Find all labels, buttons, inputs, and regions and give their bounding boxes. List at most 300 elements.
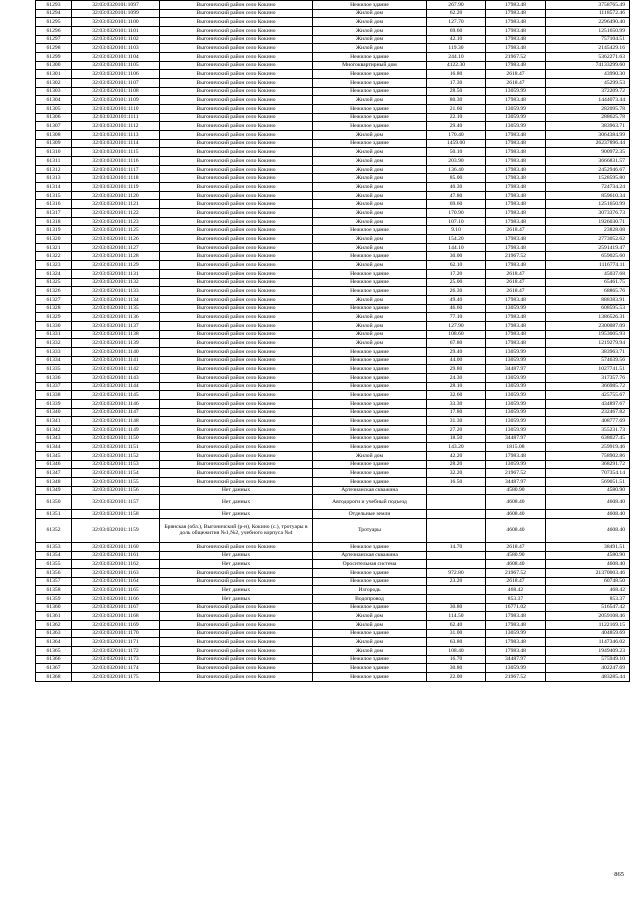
- cell-row-number: 61322: [36, 252, 72, 261]
- cell-cadastral-value: 757104.51: [546, 35, 630, 44]
- cell-area: [427, 551, 486, 560]
- cell-area: [427, 586, 486, 595]
- table-row: [36, 321, 630, 330]
- cell-unit-value: 17983.48: [486, 27, 546, 36]
- cell-object-type: Нежилое здание: [313, 252, 427, 261]
- cell-area: 77.10: [427, 313, 486, 322]
- cell-address: Выгоничский район село Кокино: [160, 200, 313, 209]
- cell-row-number: 61368: [36, 673, 72, 682]
- cell-cadastral-value: 1118572.46: [546, 9, 630, 18]
- cell-area: 30.80: [427, 603, 486, 612]
- table-row: [36, 87, 630, 96]
- cell-cadastral-value: 4608.40: [546, 518, 630, 542]
- cell-unit-value: 4608.40: [486, 495, 546, 510]
- cell-area: 22.00: [427, 673, 486, 682]
- cell-area: 44.00: [427, 356, 486, 365]
- table-row: [36, 9, 630, 18]
- table-row: [36, 165, 630, 174]
- cell-cadastral-number: 32:03:0320101:1121: [72, 200, 160, 209]
- cell-address: Выгоничский район село Кокино: [160, 638, 313, 647]
- cell-address: Выгоничский район село Кокино: [160, 577, 313, 586]
- table-row: [36, 647, 630, 656]
- cell-object-type: Нежилое здание: [313, 603, 427, 612]
- cell-area: 31.30: [427, 417, 486, 426]
- cell-object-type: Нежилое здание: [313, 673, 427, 682]
- cell-object-type: Нежилое здание: [313, 577, 427, 586]
- cell-cadastral-number: 32:03:0320101:1137: [72, 321, 160, 330]
- cell-cadastral-value: 408777.69: [546, 417, 630, 426]
- table-row: [36, 542, 630, 551]
- cell-cadastral-number: 32:03:0320101:1116: [72, 157, 160, 166]
- table-row: [36, 243, 630, 252]
- cell-object-type: Жилой дом: [313, 621, 427, 630]
- cell-unit-value: 13059.99: [486, 347, 546, 356]
- cell-object-type: Жилой дом: [313, 191, 427, 200]
- cell-unit-value: 4608.40: [486, 518, 546, 542]
- cell-cadastral-value: 516547.42: [546, 603, 630, 612]
- cell-cadastral-number: 32:03:0320101:1115: [72, 148, 160, 157]
- cell-area: 23.20: [427, 577, 486, 586]
- cell-unit-value: 17983.48: [486, 243, 546, 252]
- cell-cadastral-number: 32:03:0320101:1099: [72, 9, 160, 18]
- cell-unit-value: 21967.52: [486, 469, 546, 478]
- cell-cadastral-number: 32:03:0320101:1128: [72, 252, 160, 261]
- cell-unit-value: 13059.99: [486, 304, 546, 313]
- cell-cadastral-value: 4608.40: [546, 510, 630, 519]
- cell-unit-value: 13059.99: [486, 87, 546, 96]
- cell-row-number: 61295: [36, 18, 72, 27]
- cell-address: Выгоничский район село Кокино: [160, 417, 313, 426]
- cell-address: Нет данных: [160, 560, 313, 569]
- cell-cadastral-value: 3758765.49: [546, 1, 630, 10]
- cell-cadastral-number: 32:03:0320101:1140: [72, 347, 160, 356]
- cell-area: 127.70: [427, 18, 486, 27]
- cell-cadastral-number: 32:03:0320101:1133: [72, 287, 160, 296]
- cell-unit-value: 17983.48: [486, 148, 546, 157]
- cell-unit-value: 2618.47: [486, 226, 546, 235]
- cell-row-number: 61337: [36, 382, 72, 391]
- cell-row-number: 61315: [36, 191, 72, 200]
- cell-cadastral-number: 32:03:0320101:1159: [72, 518, 160, 542]
- cell-area: 49.40: [427, 295, 486, 304]
- cell-object-type: Жилой дом: [313, 200, 427, 209]
- cell-row-number: 61357: [36, 577, 72, 586]
- cell-cadastral-value: 366985.72: [546, 382, 630, 391]
- cell-cadastral-value: 232467.82: [546, 408, 630, 417]
- cell-unit-value: 17983.48: [486, 321, 546, 330]
- cell-cadastral-number: 32:03:0320101:1126: [72, 235, 160, 244]
- cell-address: Выгоничский район село Кокино: [160, 113, 313, 122]
- cell-unit-value: 13059.99: [486, 417, 546, 426]
- cell-cadastral-value: 4608.40: [546, 495, 630, 510]
- cell-cadastral-value: 2059108.46: [546, 612, 630, 621]
- table-row: [36, 278, 630, 287]
- cell-object-type: Жилой дом: [313, 35, 427, 44]
- cell-unit-value: 17983.48: [486, 451, 546, 460]
- cell-object-type: Нежилое здание: [313, 113, 427, 122]
- cell-area: 33.30: [427, 399, 486, 408]
- cell-area: 119.30: [427, 44, 486, 53]
- cell-row-number: 61297: [36, 35, 72, 44]
- cell-cadastral-value: 468.42: [546, 586, 630, 595]
- cell-cadastral-value: 65461.75: [546, 278, 630, 287]
- table-row: [36, 586, 630, 595]
- cell-area: 170.40: [427, 131, 486, 140]
- cell-cadastral-number: 32:03:0320101:1110: [72, 105, 160, 114]
- cell-cadastral-number: 32:03:0320101:1154: [72, 469, 160, 478]
- cell-object-type: Нежилое здание: [313, 425, 427, 434]
- cell-cadastral-value: 900972.35: [546, 148, 630, 157]
- cell-address: Выгоничский район село Кокино: [160, 139, 313, 148]
- cell-cadastral-number: 32:03:0320101:1108: [72, 87, 160, 96]
- cell-area: 136.40: [427, 165, 486, 174]
- table-row: [36, 577, 630, 586]
- table-row: [36, 200, 630, 209]
- cell-address: Выгоничский район село Кокино: [160, 226, 313, 235]
- cell-unit-value: 2618.47: [486, 79, 546, 88]
- cell-object-type: Нежилое здание: [313, 304, 427, 313]
- cell-cadastral-number: 32:03:0320101:1117: [72, 165, 160, 174]
- cell-row-number: 61310: [36, 148, 72, 157]
- cell-address: Выгоничский район село Кокино: [160, 321, 313, 330]
- cell-unit-value: 13059.99: [486, 664, 546, 673]
- table-row: [36, 434, 630, 443]
- cell-cadastral-number: 32:03:0320101:1101: [72, 27, 160, 36]
- cell-object-type: Жилой дом: [313, 44, 427, 53]
- cell-cadastral-value: 26237896.44: [546, 139, 630, 148]
- cell-object-type: Жилой дом: [313, 313, 427, 322]
- cell-unit-value: 34487.97: [486, 365, 546, 374]
- cell-row-number: 61339: [36, 399, 72, 408]
- cell-address: Выгоничский район село Кокино: [160, 70, 313, 79]
- table-row: [36, 157, 630, 166]
- cell-area: 31.00: [427, 629, 486, 638]
- table-row: [36, 518, 630, 542]
- cell-cadastral-number: 32:03:0320101:1125: [72, 226, 160, 235]
- cell-area: 17.30: [427, 79, 486, 88]
- cell-cadastral-number: 32:03:0320101:1170: [72, 629, 160, 638]
- cell-area: 62.40: [427, 621, 486, 630]
- cell-cadastral-value: 402247.69: [546, 664, 630, 673]
- cell-cadastral-value: 1949409.23: [546, 647, 630, 656]
- cell-object-type: Нежилое здание: [313, 542, 427, 551]
- cell-cadastral-number: 32:03:0320101:1168: [72, 612, 160, 621]
- cell-address: Выгоничский район село Кокино: [160, 382, 313, 391]
- cell-cadastral-value: 60748.50: [546, 577, 630, 586]
- cell-unit-value: 17983.48: [486, 647, 546, 656]
- cell-cadastral-value: 355231.73: [546, 425, 630, 434]
- table-row: [36, 122, 630, 131]
- cell-unit-value: 17983.48: [486, 1, 546, 10]
- cell-row-number: 61302: [36, 79, 72, 88]
- cell-cadastral-value: 575949.10: [546, 655, 630, 664]
- cell-address: Выгоничский район село Кокино: [160, 209, 313, 218]
- cell-unit-value: 17983.48: [486, 131, 546, 140]
- cell-cadastral-number: 32:03:0320101:1123: [72, 217, 160, 226]
- cell-row-number: 61313: [36, 174, 72, 183]
- table-row: [36, 356, 630, 365]
- cell-row-number: 61300: [36, 61, 72, 70]
- cell-area: 170.90: [427, 209, 486, 218]
- cell-cadastral-number: 32:03:0320101:1118: [72, 174, 160, 183]
- table-row: [36, 460, 630, 469]
- cell-unit-value: 4608.40: [486, 560, 546, 569]
- cell-row-number: 61355: [36, 560, 72, 569]
- cell-area: 40.30: [427, 183, 486, 192]
- cell-cadastral-number: 32:03:0320101:1127: [72, 243, 160, 252]
- cell-cadastral-value: 758902.86: [546, 451, 630, 460]
- cell-address: Выгоничский район село Кокино: [160, 157, 313, 166]
- cell-cadastral-value: 404859.69: [546, 629, 630, 638]
- table-row: [36, 313, 630, 322]
- cell-cadastral-number: 32:03:0320101:1149: [72, 425, 160, 434]
- cell-cadastral-number: 32:03:0320101:1143: [72, 373, 160, 382]
- cell-address: Выгоничский район село Кокино: [160, 295, 313, 304]
- cell-cadastral-number: 32:03:0320101:1134: [72, 295, 160, 304]
- cell-area: 63.80: [427, 638, 486, 647]
- cell-object-type: Автодороги и учебный подъезд: [313, 495, 427, 510]
- cell-object-type: Нежилое здание: [313, 226, 427, 235]
- cell-unit-value: 13059.99: [486, 113, 546, 122]
- cell-cadastral-number: 32:03:0320101:1161: [72, 551, 160, 560]
- cell-row-number: 61294: [36, 9, 72, 18]
- cell-object-type: Нежилое здание: [313, 278, 427, 287]
- cell-cadastral-number: 32:03:0320101:1114: [72, 139, 160, 148]
- table-row: [36, 510, 630, 519]
- cell-row-number: 61365: [36, 647, 72, 656]
- cell-object-type: Жилой дом: [313, 638, 427, 647]
- cell-cadastral-value: 434897.67: [546, 399, 630, 408]
- cell-row-number: 61318: [36, 217, 72, 226]
- cell-area: 29.40: [427, 122, 486, 131]
- cell-cadastral-number: 32:03:0320101:1151: [72, 443, 160, 452]
- cell-object-type: Жилой дом: [313, 174, 427, 183]
- cell-address: Выгоничский район село Кокино: [160, 408, 313, 417]
- cell-address: Выгоничский район село Кокино: [160, 269, 313, 278]
- cell-unit-value: 853.37: [486, 595, 546, 604]
- cell-object-type: Нежилое здание: [313, 469, 427, 478]
- cell-cadastral-value: 724734.24: [546, 183, 630, 192]
- cell-unit-value: 21967.52: [486, 568, 546, 577]
- cell-row-number: 61330: [36, 321, 72, 330]
- cell-object-type: Артезианская скважина: [313, 551, 427, 560]
- cell-address: Выгоничский район село Кокино: [160, 347, 313, 356]
- cell-object-type: Жилой дом: [313, 9, 427, 18]
- cell-unit-value: 2618.47: [486, 70, 546, 79]
- cell-object-type: Нежилое здание: [313, 1, 427, 10]
- cell-unit-value: 13059.99: [486, 356, 546, 365]
- cell-unit-value: 17983.48: [486, 261, 546, 270]
- cell-address: Выгоничский район село Кокино: [160, 131, 313, 140]
- cell-row-number: 61296: [36, 27, 72, 36]
- cell-cadastral-value: 74133299.60: [546, 61, 630, 70]
- cell-area: [427, 560, 486, 569]
- table-row: [36, 477, 630, 486]
- cell-unit-value: 17983.48: [486, 96, 546, 105]
- cell-cadastral-number: 32:03:0320101:1160: [72, 542, 160, 551]
- cell-unit-value: 21967.52: [486, 53, 546, 62]
- cell-row-number: 61358: [36, 586, 72, 595]
- cell-cadastral-number: 32:03:0320101:1109: [72, 96, 160, 105]
- cell-address: Выгоничский район село Кокино: [160, 629, 313, 638]
- table-row: [36, 18, 630, 27]
- cell-area: 244.10: [427, 53, 486, 62]
- cell-cadastral-value: 317357.76: [546, 373, 630, 382]
- cell-unit-value: 17983.48: [486, 18, 546, 27]
- cell-cadastral-value: 608595.53: [546, 304, 630, 313]
- cell-cadastral-number: 32:03:0320101:1129: [72, 261, 160, 270]
- cell-cadastral-value: 4580.90: [546, 551, 630, 560]
- cell-row-number: 61317: [36, 209, 72, 218]
- cell-cadastral-number: 32:03:0320101:1148: [72, 417, 160, 426]
- cell-unit-value: 16771.02: [486, 603, 546, 612]
- cell-unit-value: 13059.99: [486, 373, 546, 382]
- cell-area: 46.60: [427, 304, 486, 313]
- cell-cadastral-number: 32:03:0320101:1136: [72, 313, 160, 322]
- cell-area: 62.20: [427, 9, 486, 18]
- cell-row-number: 61299: [36, 53, 72, 62]
- cell-object-type: Нежилое здание: [313, 269, 427, 278]
- cell-cadastral-value: 659025.60: [546, 252, 630, 261]
- cell-object-type: Нежилое здание: [313, 373, 427, 382]
- cell-area: 69.60: [427, 27, 486, 36]
- cell-cadastral-number: 32:03:0320101:1175: [72, 673, 160, 682]
- cell-unit-value: 17983.48: [486, 139, 546, 148]
- cell-cadastral-number: 32:03:0320101:1119: [72, 183, 160, 192]
- cell-unit-value: 13059.99: [486, 425, 546, 434]
- cell-row-number: 61364: [36, 638, 72, 647]
- cell-address: Выгоничский район село Кокино: [160, 304, 313, 313]
- cell-cadastral-value: 43990.30: [546, 70, 630, 79]
- cell-unit-value: 13059.99: [486, 122, 546, 131]
- cell-object-type: Жилой дом: [313, 27, 427, 36]
- cell-area: 42.20: [427, 451, 486, 460]
- cell-cadastral-value: 21370003.46: [546, 568, 630, 577]
- cell-cadastral-value: 853.37: [546, 595, 630, 604]
- cell-unit-value: 17983.48: [486, 235, 546, 244]
- cell-area: 143.20: [427, 443, 486, 452]
- cell-unit-value: 468.42: [486, 586, 546, 595]
- cell-object-type: Нежилое здание: [313, 347, 427, 356]
- table-row: [36, 451, 630, 460]
- cell-unit-value: 4580.90: [486, 551, 546, 560]
- cell-cadastral-value: 288625.78: [546, 113, 630, 122]
- cell-address: Выгоничский район село Кокино: [160, 603, 313, 612]
- cell-cadastral-value: 45299.53: [546, 79, 630, 88]
- cell-row-number: 61342: [36, 425, 72, 434]
- cell-unit-value: 17983.48: [486, 621, 546, 630]
- cell-object-type: Нежилое здание: [313, 391, 427, 400]
- cell-area: 62.10: [427, 261, 486, 270]
- table-row: [36, 44, 630, 53]
- cell-cadastral-number: 32:03:0320101:1155: [72, 477, 160, 486]
- cell-unit-value: 21967.52: [486, 673, 546, 682]
- cell-address: Выгоничский район село Кокино: [160, 373, 313, 382]
- cell-area: 30.80: [427, 664, 486, 673]
- cell-row-number: 61347: [36, 469, 72, 478]
- table-row: [36, 612, 630, 621]
- cell-cadastral-number: 32:03:0320101:1139: [72, 339, 160, 348]
- cell-address: Выгоничский район село Кокино: [160, 261, 313, 270]
- cell-row-number: 61320: [36, 235, 72, 244]
- cell-object-type: Нежилое здание: [313, 568, 427, 577]
- cell-object-type: Жилой дом: [313, 235, 427, 244]
- cell-area: 69.60: [427, 200, 486, 209]
- cell-row-number: 61331: [36, 330, 72, 339]
- cell-object-type: Оросительная система: [313, 560, 427, 569]
- cell-object-type: Нежилое здание: [313, 87, 427, 96]
- cell-cadastral-number: 32:03:0320101:1144: [72, 382, 160, 391]
- cell-area: 22.10: [427, 113, 486, 122]
- cell-cadastral-value: 1147346.02: [546, 638, 630, 647]
- cell-object-type: Жилой дом: [313, 321, 427, 330]
- cell-cadastral-number: 32:03:0320101:1153: [72, 460, 160, 469]
- cell-area: 114.50: [427, 612, 486, 621]
- cell-cadastral-number: 32:03:0320101:1138: [72, 330, 160, 339]
- cell-object-type: Жилой дом: [313, 612, 427, 621]
- cell-address: Нет данных: [160, 595, 313, 604]
- cell-row-number: 61298: [36, 44, 72, 53]
- cell-cadastral-value: 1116774.11: [546, 261, 630, 270]
- cell-address: Выгоничский район село Кокино: [160, 356, 313, 365]
- cell-cadastral-number: 32:03:0320101:1145: [72, 391, 160, 400]
- table-row: [36, 347, 630, 356]
- cell-area: 108.40: [427, 647, 486, 656]
- cell-area: 29.80: [427, 365, 486, 374]
- cell-unit-value: 34487.97: [486, 477, 546, 486]
- table-row: [36, 139, 630, 148]
- cell-object-type: Жилой дом: [313, 647, 427, 656]
- cell-row-number: 61312: [36, 165, 72, 174]
- cell-area: 4122.30: [427, 61, 486, 70]
- cell-unit-value: 17983.48: [486, 638, 546, 647]
- cell-cadastral-number: 32:03:0320101:1135: [72, 304, 160, 313]
- cell-cadastral-value: 2300087.09: [546, 321, 630, 330]
- cell-object-type: Нежилое здание: [313, 629, 427, 638]
- cell-row-number: 61308: [36, 131, 72, 140]
- cell-area: 16.70: [427, 655, 486, 664]
- cell-object-type: Изгородь: [313, 586, 427, 595]
- cell-row-number: 61332: [36, 339, 72, 348]
- cell-cadastral-value: 3064384.99: [546, 131, 630, 140]
- table-row: [36, 105, 630, 114]
- table-row: [36, 79, 630, 88]
- cell-object-type: Жилой дом: [313, 18, 427, 27]
- cell-cadastral-value: 3073376.73: [546, 209, 630, 218]
- cell-row-number: 61293: [36, 1, 72, 10]
- cell-object-type: Жилой дом: [313, 165, 427, 174]
- cell-row-number: 61301: [36, 70, 72, 79]
- cell-address: Выгоничский район село Кокино: [160, 61, 313, 70]
- cell-address: Выгоничский район село Кокино: [160, 542, 313, 551]
- table-row: [36, 339, 630, 348]
- cell-cadastral-value: 372209.72: [546, 87, 630, 96]
- cell-object-type: Жилой дом: [313, 451, 427, 460]
- cell-cadastral-number: 32:03:0320101:1104: [72, 53, 160, 62]
- cell-cadastral-number: 32:03:0320101:1164: [72, 577, 160, 586]
- cell-cadastral-value: 4608.40: [546, 560, 630, 569]
- cell-area: 28.20: [427, 460, 486, 469]
- cadastral-table-page: [35, 0, 625, 682]
- table-row: [36, 183, 630, 192]
- cell-cadastral-value: 2296490.40: [546, 18, 630, 27]
- cell-area: 144.10: [427, 243, 486, 252]
- cell-area: 28.10: [427, 382, 486, 391]
- cell-area: [427, 518, 486, 542]
- cell-address: Выгоничский район село Кокино: [160, 330, 313, 339]
- cell-area: 47.80: [427, 191, 486, 200]
- table-row: [36, 495, 630, 510]
